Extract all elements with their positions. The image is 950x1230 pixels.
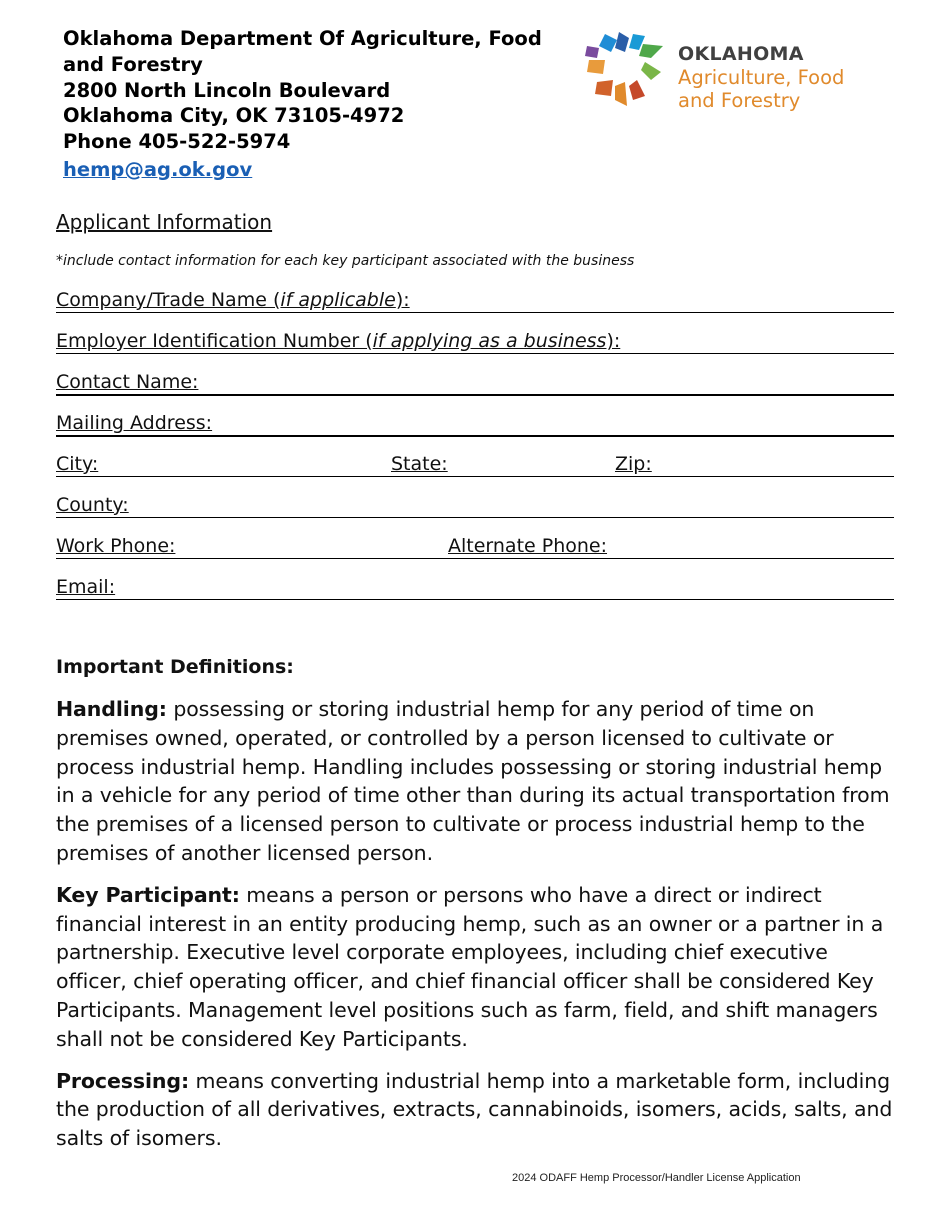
definition-text: means converting industrial hemp into a marketable form, including the production of all derivatives, extracts, cannabinoids, isomers, acids, salts, and salts of isomers. [56,1068,893,1151]
address-line: Oklahoma City, OK 73105-4972 [63,104,405,128]
definition-text: possessing or storing industrial hemp for any period of time on premises owned, operated, or controlled by a person licensed to cultivate or process industrial hemp. Handling includes possessing or storing industrial hemp in a vehicle for any period of time other than during its actual transportation from the premises of a licensed person to cultivate or process industrial hemp to the premises of another licensed person. [56,697,890,865]
definition-text: means a person or persons who have a direct or indirect financial interest in an entity producing hemp, such as an owner or a partner in a partnership. Executive level corporate employees, including chief executive officer, chief operating officer, and chief financial officer shall be considered Key Participants. Management level positions such as farm, field, and shift managers shall not be considered Key Participants. [56,882,884,1051]
state-field[interactable]: State: [391,453,448,475]
work-phone-field[interactable]: Work Phone: [56,535,176,557]
company-name-row [56,286,894,313]
email-row [56,573,894,600]
definition-handling [56,695,901,868]
form-footer: 2024 ODAFF Hemp Processor/Handler License Application [512,1172,801,1184]
applicant-heading: Applicant Information [56,210,273,234]
definition-key-participant [56,881,901,1054]
agency-address [63,26,563,155]
ein-field[interactable]: Employer Identification Number (if applying as a business): [56,330,621,352]
county-field[interactable]: County: [56,494,129,516]
contact-email-link[interactable]: hemp@ag.ok.gov [63,158,253,181]
contact-name-field[interactable]: Contact Name: [56,371,199,393]
logo-subtitle [678,66,844,112]
email-field[interactable]: Email: [56,576,116,598]
mailing-address-field[interactable]: Mailing Address: [56,412,213,434]
applicant-note: *include contact information for each key participant associated with the business [56,253,635,269]
address-line: 2800 North Lincoln Boulevard [63,78,391,102]
ein-row [56,327,894,354]
definition-term: Handling: [56,697,167,721]
star-logo-icon [585,30,667,112]
county-row [56,491,894,518]
contact-name-row [56,368,894,396]
city-field[interactable]: City: [56,453,99,475]
alternate-phone-field[interactable]: Alternate Phone: [448,535,608,557]
definition-term: Key Participant: [56,882,240,907]
phone-row [56,532,894,559]
address-line: Oklahoma Department Of Agriculture, Food [63,27,542,50]
logo-subtitle-line: Agriculture, Food [678,66,845,89]
definitions-title: Important Definitions: [56,656,294,678]
definitions-section [56,656,901,1166]
city-state-zip-row [56,450,894,477]
mailing-address-row [56,409,894,437]
phone-line: Phone 405-522-5974 [63,130,291,154]
logo-subtitle-line: and Forestry [678,89,801,112]
zip-field[interactable]: Zip: [615,453,652,475]
address-line: and Forestry [63,52,203,76]
logo-title: OKLAHOMA [678,43,804,65]
odaff-logo [585,30,885,112]
definition-processing [56,1067,901,1153]
company-name-field[interactable]: Company/Trade Name (if applicable): [56,289,410,311]
definition-term: Processing: [56,1068,190,1093]
